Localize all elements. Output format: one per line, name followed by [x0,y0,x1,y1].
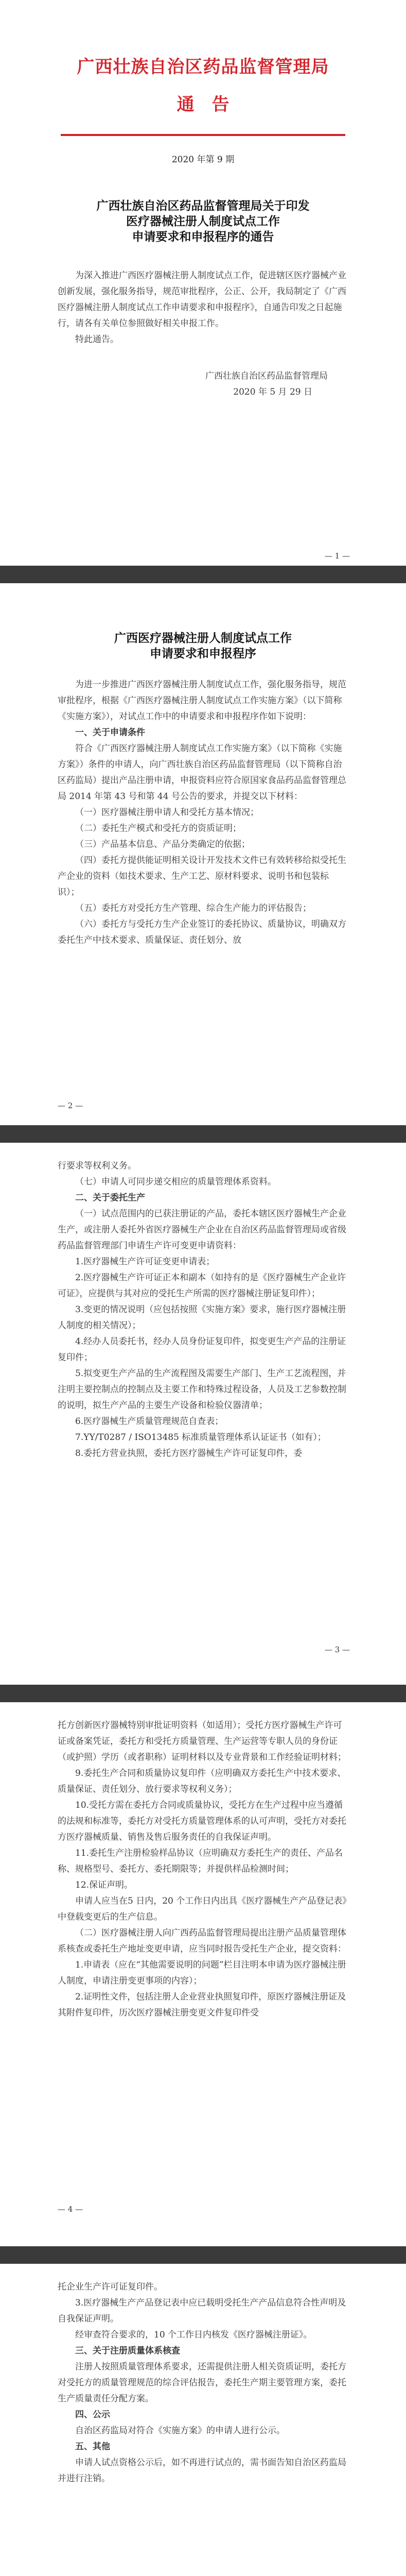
page-body [58,1718,348,2021]
body-paragraph: 自治区药监局对符合《实施方案》的申请人进行公示。 [75,2426,285,2436]
section-heading: 二、关于委托生产 [75,1193,145,1203]
page-gap [0,1685,406,1702]
section-heading: 三、关于注册质量体系核查 [75,2346,180,2356]
issuing-authority-heading: 广西壮族自治区药品监督管理局 [77,57,329,77]
section-heading: 一、关于申请条件 [75,727,145,738]
page-gap [0,566,406,583]
list-item: 1.医疗器械生产许可证变更申请表； [75,1257,215,1267]
list-item: （二）委托生产模式和受托方的资质证明； [75,823,241,834]
page-number: — 2 — [58,1101,83,1110]
list-item: （四）委托方提供能证明相关设计开发技术文件已有效转移给拟受托生产企业的资料（如技术要求、生产工艺、原材料要求、说明书和包装标识）； [58,855,346,897]
list-item: 8.委托方营业执照，委托方医疗器械生产许可证复印件，委 [75,1448,303,1459]
document-page-5 [0,2264,406,2576]
document-page-2 [0,583,406,1125]
notice-title-line: 医疗器械注册人制度试点工作 [126,214,280,228]
red-separator-line [61,134,345,136]
list-item: （三）产品基本信息、产品分类确定的依据； [75,839,250,850]
notice-title-line: 申请要求和申报程序的通告 [132,230,274,244]
list-item: 7.YY/T0287 / ISO13485 标准质量管理体系认证证书（如有）； [75,1432,326,1443]
page-number: — 3 — [324,1645,350,1654]
body-paragraph: 符合《广西医疗器械注册人制度试点工作实施方案》（以下简称《实施方案》）条件的申请人，向广西壮族自治区药品监督管理局（以下简称自治区药监局）提出产品注册申请，申报资料应符合原国家食品药品监督管理总局 2014 年第 43 号和第 44 号公告的要求，并提交以下材料： [58,743,346,802]
list-item: 4.经办人员委托书，经办人员身份证复印件，拟变更生产产品的注册证复印件； [58,1336,346,1363]
body-paragraph: 申请人应当在5 日内，20 个工作日内出具《医疗器械生产产品登记表》中登载变更后的生产信息。 [58,1896,347,1922]
notice-body [58,268,348,400]
body-line: （七）申请人可同步递交相应的质量管理体系资料。 [75,1177,276,1187]
list-item: 1.申请表（应在“其他需要说明的问题”栏目注明本申请为医疗器械注册人制度，申请注册变更事项的内容）； [58,1960,346,1986]
list-item: 10.受托方需在委托方合同或质量协议，受托方在生产过程中应当遵循的法规和标准等，委托方对受托方质量管理体系的认可声明，受托方对委托方医疗器械质量、销售及售后服务责任的自我保证声明。 [58,1800,346,1842]
list-item: 2.证明性文件，包括注册人企业营业执照复印件，原医疗器械注册证及其附件复印件，历次医疗器械注册变更文件复印件受 [58,1992,346,2018]
body-paragraph: （二）医疗器械注册人向广西药品监督管理局提出注册产品质量管理体系核查或委托生产地址变更申请，应当同时报告受托生产企业，提交资料： [58,1928,346,1954]
list-item: 9.委托生产合同和质量协议复印件（应明确双方委托生产中技术要求、质量保证、责任划分、放行要求等权利义务）； [58,1768,346,1794]
list-item: 12.保证声明。 [75,1880,133,1890]
list-item: （一）医疗器械注册申请人和受托方基本情况； [75,807,259,818]
body-paragraph: 为进一步推进广西医疗器械注册人制度试点工作，强化服务指导，规范审批程序，根据《广西医疗器械注册人制度试点工作实施方案》（以下简称《实施方案》），对试点工作中的申请要求和申报程序作如下说明： [58,680,346,722]
body-line: 经审查符合要求的，10 个工作日内核发《医疗器械注册证》。 [75,2330,312,2340]
list-item: 6.医疗器械生产质量管理规范自查表； [75,1416,224,1427]
body-paragraph: 托方创新医疗器械特别审批证明资料（如适用）；受托方医疗器械生产许可证或备案凭证，委托方和受托方质量管理、生产运营等专职人员的身份证（或护照）学历（或者职称）证明材料以及专业背景和工作经验证明材料； [58,1720,346,1762]
body-line: 托企业生产许可证复印件。 [58,2282,163,2292]
page-number: — 4 — [58,2205,83,2214]
attachment-title [0,631,406,662]
signature: 广西壮族自治区药品监督管理局 [205,371,328,381]
list-item: 11.委托生产注册检验样品协议（应明确双方委托生产的责任、产品名称、规格型号、委托方、委托期限等；并提供样品检测时间； [58,1848,343,1874]
section-heading: 五、其他 [75,2442,110,2452]
attachment-body [58,677,348,948]
body-line: 行要求等权利义务。 [58,1161,136,1171]
list-item: 3.医疗器械生产产品登记表中应已载明受托生产产品信息符合性声明及自我保证声明。 [58,2298,346,2324]
document-number: 2020 年第 9 期 [171,155,235,165]
list-item: 3.变更的情况说明（应包括按照《实施方案》要求，施行医疗器械注册人制度的相关情况）； [58,1304,346,1331]
body-paragraph: 注册人按照质量管理体系要求，还需提供注册人相关资质证明，委托方对受托方的质量管理规范的综合评估报告，委托生产期主要管理方案，委托生产质量责任分配方案。 [58,2362,346,2404]
body-paragraph: 申请人试点资格公示后，如不再进行试点的，需书面告知自治区药监局并进行注销。 [58,2458,346,2484]
body-paragraph: 特此通告。 [75,334,119,345]
page-gap [0,2246,406,2264]
notice-title [0,198,406,245]
body-paragraph: （一）试点范围内的已获注册证的产品，委托本辖区医疗器械生产企业生产，或注册人委托外省医疗器械生产企业在自治区药品监督管理局或省级药品监督管理部门申请生产许可变更申请资料： [58,1209,346,1251]
notice-title-line: 广西壮族自治区药品监督管理局关于印发 [96,199,310,213]
section-heading: 四、公示 [75,2410,110,2420]
page-number: — 1 — [324,551,350,561]
signature-date: 2020 年 5 月 29 日 [233,387,312,397]
notice-heading: 通 告 [176,94,230,115]
page-gap [0,1125,406,1143]
list-item: 2.医疗器械生产许可证正本和副本（如持有的是《医疗器械生产企业许可证》，应提供与其对应的受托生产所需的医疗器械注册证复印件）； [58,1273,346,1299]
page-body [58,1158,348,1462]
page-body [58,2279,348,2487]
list-item: （六）委托方与受托方生产企业签订的委托协议、质量协议，明确双方委托生产中技术要求、质量保证、责任划分、放 [58,919,346,945]
body-paragraph: 为深入推进广西医疗器械注册人制度试点工作，促进辖区医疗器械产业创新发展，强化服务指导，规范审批程序，公正、公开，我局制定了《广西医疗器械注册人制度试点工作申请要求和申报程序》，自通告印发之日起施行，请各有关单位参照做好相关申报工作。 [58,270,346,329]
list-item: （五）委托方对受托方生产管理、综合生产能力的评估报告； [75,903,311,913]
attachment-title-line: 广西医疗器械注册人制度试点工作 [114,631,292,645]
document-page-4 [0,1702,406,2246]
list-item: 5.拟变更生产产品的生产流程图及需要生产部门、生产工艺流程图，并注明主要控制点的控制点及主要工作和特殊过程设备，人员及工艺参数控制的说明，拟生产产品的主要生产设备和检验仪器清单； [58,1368,346,1411]
attachment-title-line: 申请要求和申报程序 [150,647,256,660]
document-page-3 [0,1143,406,1685]
